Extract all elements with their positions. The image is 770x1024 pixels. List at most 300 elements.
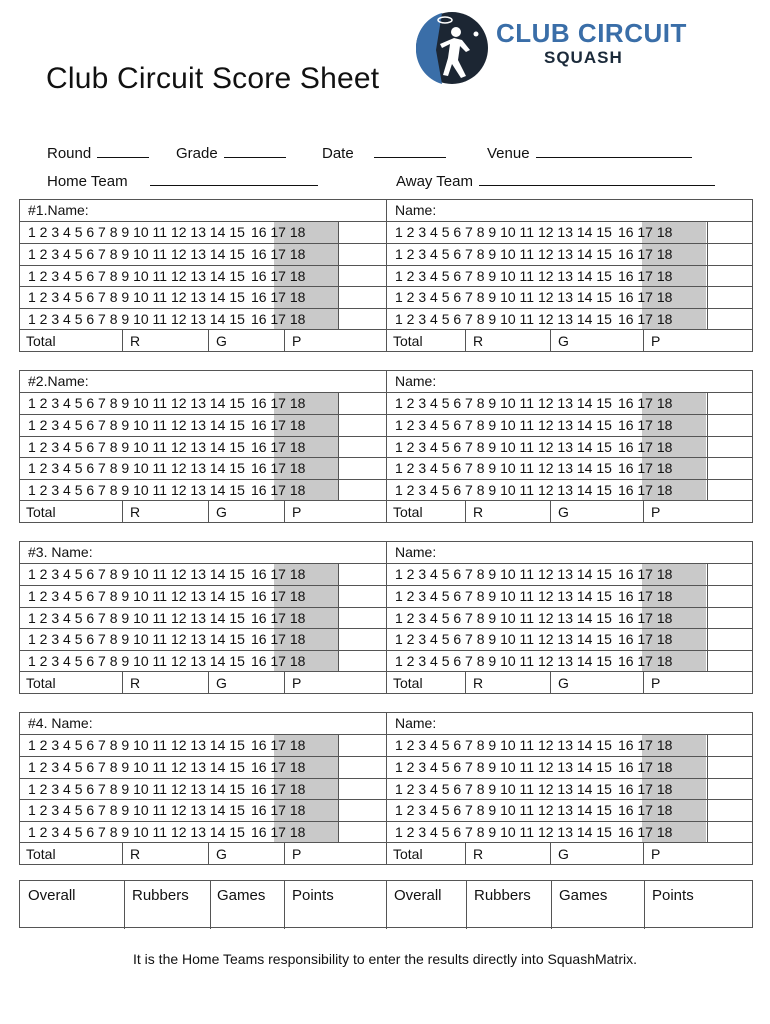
totals-g-label[interactable]: G	[558, 333, 569, 349]
score-column-divider	[338, 437, 339, 459]
totals-divider	[465, 672, 466, 694]
totals-total-label[interactable]: Total	[26, 504, 56, 520]
point-numbers	[395, 566, 672, 582]
totals-r-label[interactable]: R	[130, 504, 141, 520]
point-numbers-extra: 16 17 18	[250, 289, 306, 305]
point-numbers-extra: 16 17 18	[617, 438, 673, 455]
round-blank[interactable]	[97, 144, 149, 158]
point-numbers	[395, 395, 672, 411]
point-numbers	[28, 631, 305, 647]
point-numbers-extra: 16 17 18	[617, 736, 673, 753]
totals-p-label[interactable]: P	[651, 675, 661, 691]
totals-divider	[284, 501, 285, 523]
point-numbers	[28, 824, 305, 840]
game-score-row[interactable]	[20, 778, 386, 800]
score-column-divider	[338, 608, 339, 630]
totals-divider	[465, 501, 466, 523]
player-name-field[interactable]: Name:	[387, 200, 752, 222]
summary-divider	[124, 881, 125, 929]
totals-divider	[208, 672, 209, 694]
point-numbers	[28, 588, 305, 604]
summary-divider	[386, 881, 387, 929]
totals-g-label[interactable]: G	[216, 333, 227, 349]
game-score-row[interactable]	[387, 735, 752, 757]
point-numbers	[28, 566, 305, 582]
game-score-row[interactable]	[387, 799, 752, 821]
game-score-row[interactable]	[20, 414, 386, 436]
match-block-3	[19, 541, 753, 694]
point-numbers-extra: 16 17 18	[250, 246, 306, 262]
point-numbers-extra: 16 17 18	[617, 394, 673, 411]
match-block-4	[19, 712, 753, 865]
totals-row	[20, 842, 386, 864]
score-column-divider	[707, 629, 708, 651]
game-score-row[interactable]	[20, 799, 386, 821]
home-team-field[interactable]	[47, 172, 318, 190]
home-team-blank[interactable]	[150, 172, 318, 186]
point-numbers-main: 1 2 3 4 5 6 7 8 9 10 11 12 13 14 15	[28, 736, 245, 753]
score-column-divider	[338, 458, 339, 480]
point-numbers-extra: 16 17 18	[617, 652, 673, 669]
point-numbers-extra: 16 17 18	[617, 631, 673, 647]
score-column-divider	[338, 822, 339, 844]
point-numbers	[28, 737, 305, 753]
game-score-row[interactable]	[20, 628, 386, 650]
away-team-blank[interactable]	[479, 172, 715, 186]
point-numbers	[28, 439, 305, 455]
totals-g-label[interactable]: G	[558, 846, 569, 862]
totals-divider	[208, 843, 209, 865]
game-score-row[interactable]	[387, 436, 752, 458]
totals-divider	[465, 843, 466, 865]
totals-row	[387, 500, 752, 522]
match-3-away-player	[386, 542, 752, 693]
footer-note: It is the Home Teams responsibility to enter the results directly into SquashMatrix.	[133, 951, 637, 967]
totals-divider	[122, 501, 123, 523]
point-numbers-main: 1 2 3 4 5 6 7 8 9 10 11 12 13 14 15	[395, 417, 612, 433]
totals-total-label[interactable]: Total	[26, 846, 56, 862]
point-numbers-main: 1 2 3 4 5 6 7 8 9 10 11 12 13 14 15	[28, 438, 245, 455]
point-numbers	[395, 460, 672, 476]
point-numbers-main: 1 2 3 4 5 6 7 8 9 10 11 12 13 14 15	[395, 652, 612, 669]
point-numbers-main: 1 2 3 4 5 6 7 8 9 10 11 12 13 14 15	[395, 588, 612, 604]
game-score-row[interactable]	[20, 650, 386, 672]
point-numbers-main: 1 2 3 4 5 6 7 8 9 10 11 12 13 14 15	[395, 780, 612, 797]
point-numbers	[395, 759, 672, 775]
point-numbers-extra: 16 17 18	[617, 609, 673, 626]
point-numbers-main: 1 2 3 4 5 6 7 8 9 10 11 12 13 14 15	[395, 267, 612, 284]
summary-overall-home: Overall	[28, 887, 76, 904]
venue-field[interactable]	[487, 144, 692, 162]
score-column-divider	[707, 222, 708, 244]
totals-row	[387, 329, 752, 351]
grade-label: Grade	[176, 145, 218, 162]
home-team-label: Home Team	[47, 173, 128, 190]
summary-divider	[284, 881, 285, 929]
point-numbers	[28, 610, 305, 626]
point-numbers-main: 1 2 3 4 5 6 7 8 9 10 11 12 13 14 15	[28, 289, 245, 305]
game-score-row[interactable]	[387, 457, 752, 479]
summary-overall-away: Overall	[394, 887, 442, 904]
game-score-row[interactable]	[20, 585, 386, 607]
point-numbers-extra: 16 17 18	[617, 417, 673, 433]
point-numbers-extra: 16 17 18	[617, 460, 673, 476]
score-column-divider	[338, 564, 339, 586]
game-score-row[interactable]	[387, 243, 752, 265]
point-numbers-extra: 16 17 18	[617, 823, 673, 840]
point-numbers-main: 1 2 3 4 5 6 7 8 9 10 11 12 13 14 15	[395, 438, 612, 455]
point-numbers-extra: 16 17 18	[617, 481, 673, 498]
point-numbers-main: 1 2 3 4 5 6 7 8 9 10 11 12 13 14 15	[28, 759, 245, 775]
point-numbers	[28, 482, 305, 498]
point-numbers-main: 1 2 3 4 5 6 7 8 9 10 11 12 13 14 15	[28, 780, 245, 797]
score-column-divider	[707, 287, 708, 309]
score-column-divider	[338, 393, 339, 415]
point-numbers	[395, 289, 672, 305]
point-numbers	[395, 311, 672, 327]
point-numbers	[28, 653, 305, 669]
point-numbers-main: 1 2 3 4 5 6 7 8 9 10 11 12 13 14 15	[28, 609, 245, 626]
point-numbers-main: 1 2 3 4 5 6 7 8 9 10 11 12 13 14 15	[395, 565, 612, 582]
game-score-row[interactable]	[20, 607, 386, 629]
totals-p-label[interactable]: P	[651, 846, 661, 862]
score-column-divider	[707, 757, 708, 779]
point-numbers	[28, 759, 305, 775]
point-numbers-extra: 16 17 18	[250, 588, 306, 604]
game-score-row[interactable]	[20, 222, 386, 244]
point-numbers-extra: 16 17 18	[250, 652, 306, 669]
score-column-divider	[338, 244, 339, 266]
totals-r-label[interactable]: R	[130, 675, 141, 691]
totals-divider	[122, 330, 123, 352]
point-numbers	[395, 610, 672, 626]
point-numbers	[28, 395, 305, 411]
totals-r-label[interactable]: R	[473, 333, 484, 349]
point-numbers-extra: 16 17 18	[250, 267, 306, 284]
totals-row	[387, 842, 752, 864]
point-numbers-main: 1 2 3 4 5 6 7 8 9 10 11 12 13 14 15	[28, 823, 245, 840]
point-numbers-main: 1 2 3 4 5 6 7 8 9 10 11 12 13 14 15	[395, 631, 612, 647]
totals-row	[20, 329, 386, 351]
score-column-divider	[338, 757, 339, 779]
game-score-row[interactable]	[387, 308, 752, 330]
point-numbers-main: 1 2 3 4 5 6 7 8 9 10 11 12 13 14 15	[28, 565, 245, 582]
game-score-row[interactable]	[387, 479, 752, 501]
point-numbers	[28, 802, 305, 818]
summary-divider	[466, 881, 467, 929]
logo-text-squash: SQUASH	[544, 48, 623, 67]
point-numbers-extra: 16 17 18	[617, 246, 673, 262]
point-numbers-main: 1 2 3 4 5 6 7 8 9 10 11 12 13 14 15	[395, 223, 612, 240]
summary-rubbers-away: Rubbers	[474, 887, 531, 904]
point-numbers-extra: 16 17 18	[250, 394, 306, 411]
score-column-divider	[707, 437, 708, 459]
point-numbers-main: 1 2 3 4 5 6 7 8 9 10 11 12 13 14 15	[28, 246, 245, 262]
game-score-row[interactable]	[20, 436, 386, 458]
point-numbers	[395, 653, 672, 669]
venue-blank[interactable]	[536, 144, 692, 158]
point-numbers	[395, 268, 672, 284]
score-column-divider	[707, 393, 708, 415]
score-column-divider	[338, 779, 339, 801]
totals-total-label[interactable]: Total	[26, 333, 56, 349]
totals-row	[387, 671, 752, 693]
point-numbers-main: 1 2 3 4 5 6 7 8 9 10 11 12 13 14 15	[395, 823, 612, 840]
totals-r-label[interactable]: R	[130, 846, 141, 862]
point-numbers-main: 1 2 3 4 5 6 7 8 9 10 11 12 13 14 15	[28, 267, 245, 284]
totals-divider	[208, 501, 209, 523]
game-score-row[interactable]	[387, 778, 752, 800]
point-numbers-extra: 16 17 18	[617, 310, 673, 327]
totals-divider	[122, 843, 123, 865]
round-field[interactable]	[47, 144, 149, 162]
game-score-row[interactable]	[20, 735, 386, 757]
game-score-row[interactable]	[387, 265, 752, 287]
score-column-divider	[338, 415, 339, 437]
point-numbers-main: 1 2 3 4 5 6 7 8 9 10 11 12 13 14 15	[395, 759, 612, 775]
totals-p-label[interactable]: P	[292, 333, 302, 349]
point-numbers-extra: 16 17 18	[250, 417, 306, 433]
point-numbers-main: 1 2 3 4 5 6 7 8 9 10 11 12 13 14 15	[395, 246, 612, 262]
totals-divider	[643, 672, 644, 694]
totals-p-label[interactable]: P	[651, 333, 661, 349]
point-numbers-extra: 16 17 18	[250, 460, 306, 476]
point-numbers-main: 1 2 3 4 5 6 7 8 9 10 11 12 13 14 15	[395, 310, 612, 327]
game-score-row[interactable]	[20, 286, 386, 308]
point-numbers	[395, 631, 672, 647]
point-numbers	[28, 781, 305, 797]
game-score-row[interactable]	[387, 756, 752, 778]
totals-divider	[550, 843, 551, 865]
game-score-row[interactable]	[20, 756, 386, 778]
totals-g-label[interactable]: G	[216, 504, 227, 520]
player-name-field[interactable]: #4. Name:	[20, 713, 386, 735]
score-column-divider	[338, 629, 339, 651]
game-score-row[interactable]	[20, 308, 386, 330]
player-name-field[interactable]: #3. Name:	[20, 542, 386, 564]
game-score-row[interactable]	[20, 564, 386, 586]
totals-divider	[643, 843, 644, 865]
point-numbers-extra: 16 17 18	[250, 565, 306, 582]
game-score-row[interactable]	[387, 286, 752, 308]
date-field[interactable]	[322, 144, 446, 162]
totals-g-label[interactable]: G	[558, 504, 569, 520]
player-name-field[interactable]: #1.Name:	[20, 200, 386, 222]
point-numbers-main: 1 2 3 4 5 6 7 8 9 10 11 12 13 14 15	[28, 588, 245, 604]
point-numbers-main: 1 2 3 4 5 6 7 8 9 10 11 12 13 14 15	[395, 802, 612, 818]
totals-g-label[interactable]: G	[216, 675, 227, 691]
game-score-row[interactable]	[387, 393, 752, 415]
summary-rubbers-home: Rubbers	[132, 887, 189, 904]
score-column-divider	[338, 800, 339, 822]
totals-r-label[interactable]: R	[473, 675, 484, 691]
match-2-home-player	[20, 371, 386, 522]
totals-total-label[interactable]: Total	[26, 675, 56, 691]
point-numbers-extra: 16 17 18	[250, 736, 306, 753]
score-column-divider	[707, 735, 708, 757]
point-numbers-main: 1 2 3 4 5 6 7 8 9 10 11 12 13 14 15	[28, 481, 245, 498]
point-numbers	[395, 588, 672, 604]
grade-blank[interactable]	[224, 144, 286, 158]
score-column-divider	[707, 266, 708, 288]
totals-divider	[550, 330, 551, 352]
totals-row	[20, 500, 386, 522]
totals-p-label[interactable]: P	[292, 846, 302, 862]
game-score-row[interactable]	[387, 607, 752, 629]
score-column-divider	[707, 480, 708, 502]
point-numbers-main: 1 2 3 4 5 6 7 8 9 10 11 12 13 14 15	[28, 631, 245, 647]
point-numbers-extra: 16 17 18	[250, 438, 306, 455]
game-score-row[interactable]	[20, 821, 386, 843]
venue-label: Venue	[487, 145, 530, 162]
point-numbers-main: 1 2 3 4 5 6 7 8 9 10 11 12 13 14 15	[395, 481, 612, 498]
score-column-divider	[338, 651, 339, 673]
summary-divider	[210, 881, 211, 929]
game-score-row[interactable]	[387, 564, 752, 586]
point-numbers	[395, 246, 672, 262]
point-numbers-main: 1 2 3 4 5 6 7 8 9 10 11 12 13 14 15	[395, 394, 612, 411]
point-numbers-extra: 16 17 18	[250, 631, 306, 647]
point-numbers-extra: 16 17 18	[617, 267, 673, 284]
totals-divider	[208, 330, 209, 352]
summary-games-home: Games	[217, 887, 266, 904]
club-circuit-logo	[412, 10, 712, 86]
score-column-divider	[707, 415, 708, 437]
score-column-divider	[338, 309, 339, 331]
match-1-away-player	[386, 200, 752, 351]
player-name-field[interactable]: Name:	[387, 713, 752, 735]
point-numbers-extra: 16 17 18	[250, 481, 306, 498]
point-numbers-extra: 16 17 18	[250, 780, 306, 797]
point-numbers	[395, 802, 672, 818]
totals-p-label[interactable]: P	[292, 504, 302, 520]
score-column-divider	[707, 458, 708, 480]
date-blank[interactable]	[374, 144, 446, 158]
away-team-field[interactable]	[396, 172, 715, 190]
score-column-divider	[707, 800, 708, 822]
point-numbers-main: 1 2 3 4 5 6 7 8 9 10 11 12 13 14 15	[28, 310, 245, 327]
point-numbers-main: 1 2 3 4 5 6 7 8 9 10 11 12 13 14 15	[395, 289, 612, 305]
totals-g-label[interactable]: G	[558, 675, 569, 691]
point-numbers	[28, 417, 305, 433]
summary-divider	[551, 881, 552, 929]
summary-points-home: Points	[292, 887, 334, 904]
game-score-row[interactable]	[387, 821, 752, 843]
point-numbers-extra: 16 17 18	[617, 759, 673, 775]
totals-p-label[interactable]: P	[651, 504, 661, 520]
player-name-field[interactable]: Name:	[387, 371, 752, 393]
score-column-divider	[707, 651, 708, 673]
score-column-divider	[338, 222, 339, 244]
point-numbers-extra: 16 17 18	[250, 802, 306, 818]
point-numbers-extra: 16 17 18	[250, 609, 306, 626]
match-4-home-player	[20, 713, 386, 864]
game-score-row[interactable]	[20, 393, 386, 415]
grade-field[interactable]	[176, 144, 286, 162]
point-numbers-extra: 16 17 18	[250, 310, 306, 327]
point-numbers-main: 1 2 3 4 5 6 7 8 9 10 11 12 13 14 15	[28, 417, 245, 433]
game-score-row[interactable]	[20, 479, 386, 501]
game-score-row[interactable]	[20, 265, 386, 287]
game-score-row[interactable]	[387, 585, 752, 607]
totals-r-label[interactable]: R	[473, 846, 484, 862]
score-column-divider	[338, 735, 339, 757]
totals-divider	[550, 672, 551, 694]
totals-divider	[643, 501, 644, 523]
game-score-row[interactable]	[387, 628, 752, 650]
point-numbers-extra: 16 17 18	[617, 223, 673, 240]
player-name-field[interactable]: Name:	[387, 542, 752, 564]
totals-total-label[interactable]: Total	[393, 675, 423, 691]
totals-divider	[284, 672, 285, 694]
game-score-row[interactable]	[387, 222, 752, 244]
point-numbers-extra: 16 17 18	[250, 759, 306, 775]
point-numbers	[395, 824, 672, 840]
logo-text-club-circuit: CLUB CIRCUIT	[496, 18, 687, 48]
point-numbers	[28, 224, 305, 240]
totals-p-label[interactable]: P	[292, 675, 302, 691]
totals-total-label[interactable]: Total	[393, 846, 423, 862]
squash-player-icon	[412, 10, 492, 86]
game-score-row[interactable]	[20, 243, 386, 265]
point-numbers-main: 1 2 3 4 5 6 7 8 9 10 11 12 13 14 15	[28, 802, 245, 818]
summary-games-away: Games	[559, 887, 608, 904]
point-numbers	[395, 482, 672, 498]
match-2-away-player	[386, 371, 752, 522]
score-column-divider	[338, 480, 339, 502]
point-numbers-extra: 16 17 18	[617, 565, 673, 582]
game-score-row[interactable]	[20, 457, 386, 479]
score-column-divider	[338, 586, 339, 608]
point-numbers-extra: 16 17 18	[617, 802, 673, 818]
totals-total-label[interactable]: Total	[393, 504, 423, 520]
totals-divider	[550, 501, 551, 523]
totals-r-label[interactable]: R	[473, 504, 484, 520]
point-numbers-extra: 16 17 18	[250, 223, 306, 240]
date-label: Date	[322, 145, 354, 162]
match-3-home-player	[20, 542, 386, 693]
player-name-field[interactable]: #2.Name:	[20, 371, 386, 393]
totals-divider	[643, 330, 644, 352]
game-score-row[interactable]	[387, 650, 752, 672]
point-numbers-main: 1 2 3 4 5 6 7 8 9 10 11 12 13 14 15	[28, 460, 245, 476]
point-numbers-main: 1 2 3 4 5 6 7 8 9 10 11 12 13 14 15	[28, 394, 245, 411]
summary-points-away: Points	[652, 887, 694, 904]
totals-divider	[284, 330, 285, 352]
totals-r-label[interactable]: R	[130, 333, 141, 349]
score-column-divider	[707, 779, 708, 801]
score-column-divider	[707, 586, 708, 608]
game-score-row[interactable]	[387, 414, 752, 436]
totals-divider	[122, 672, 123, 694]
point-numbers-main: 1 2 3 4 5 6 7 8 9 10 11 12 13 14 15	[28, 652, 245, 669]
point-numbers	[28, 246, 305, 262]
point-numbers	[395, 737, 672, 753]
point-numbers-main: 1 2 3 4 5 6 7 8 9 10 11 12 13 14 15	[395, 736, 612, 753]
totals-divider	[284, 843, 285, 865]
totals-g-label[interactable]: G	[216, 846, 227, 862]
totals-total-label[interactable]: Total	[393, 333, 423, 349]
point-numbers	[395, 781, 672, 797]
point-numbers	[395, 439, 672, 455]
point-numbers-extra: 16 17 18	[617, 289, 673, 305]
match-block-2	[19, 370, 753, 523]
point-numbers	[395, 224, 672, 240]
point-numbers-main: 1 2 3 4 5 6 7 8 9 10 11 12 13 14 15	[395, 609, 612, 626]
totals-row	[20, 671, 386, 693]
score-column-divider	[338, 287, 339, 309]
match-1-home-player	[20, 200, 386, 351]
